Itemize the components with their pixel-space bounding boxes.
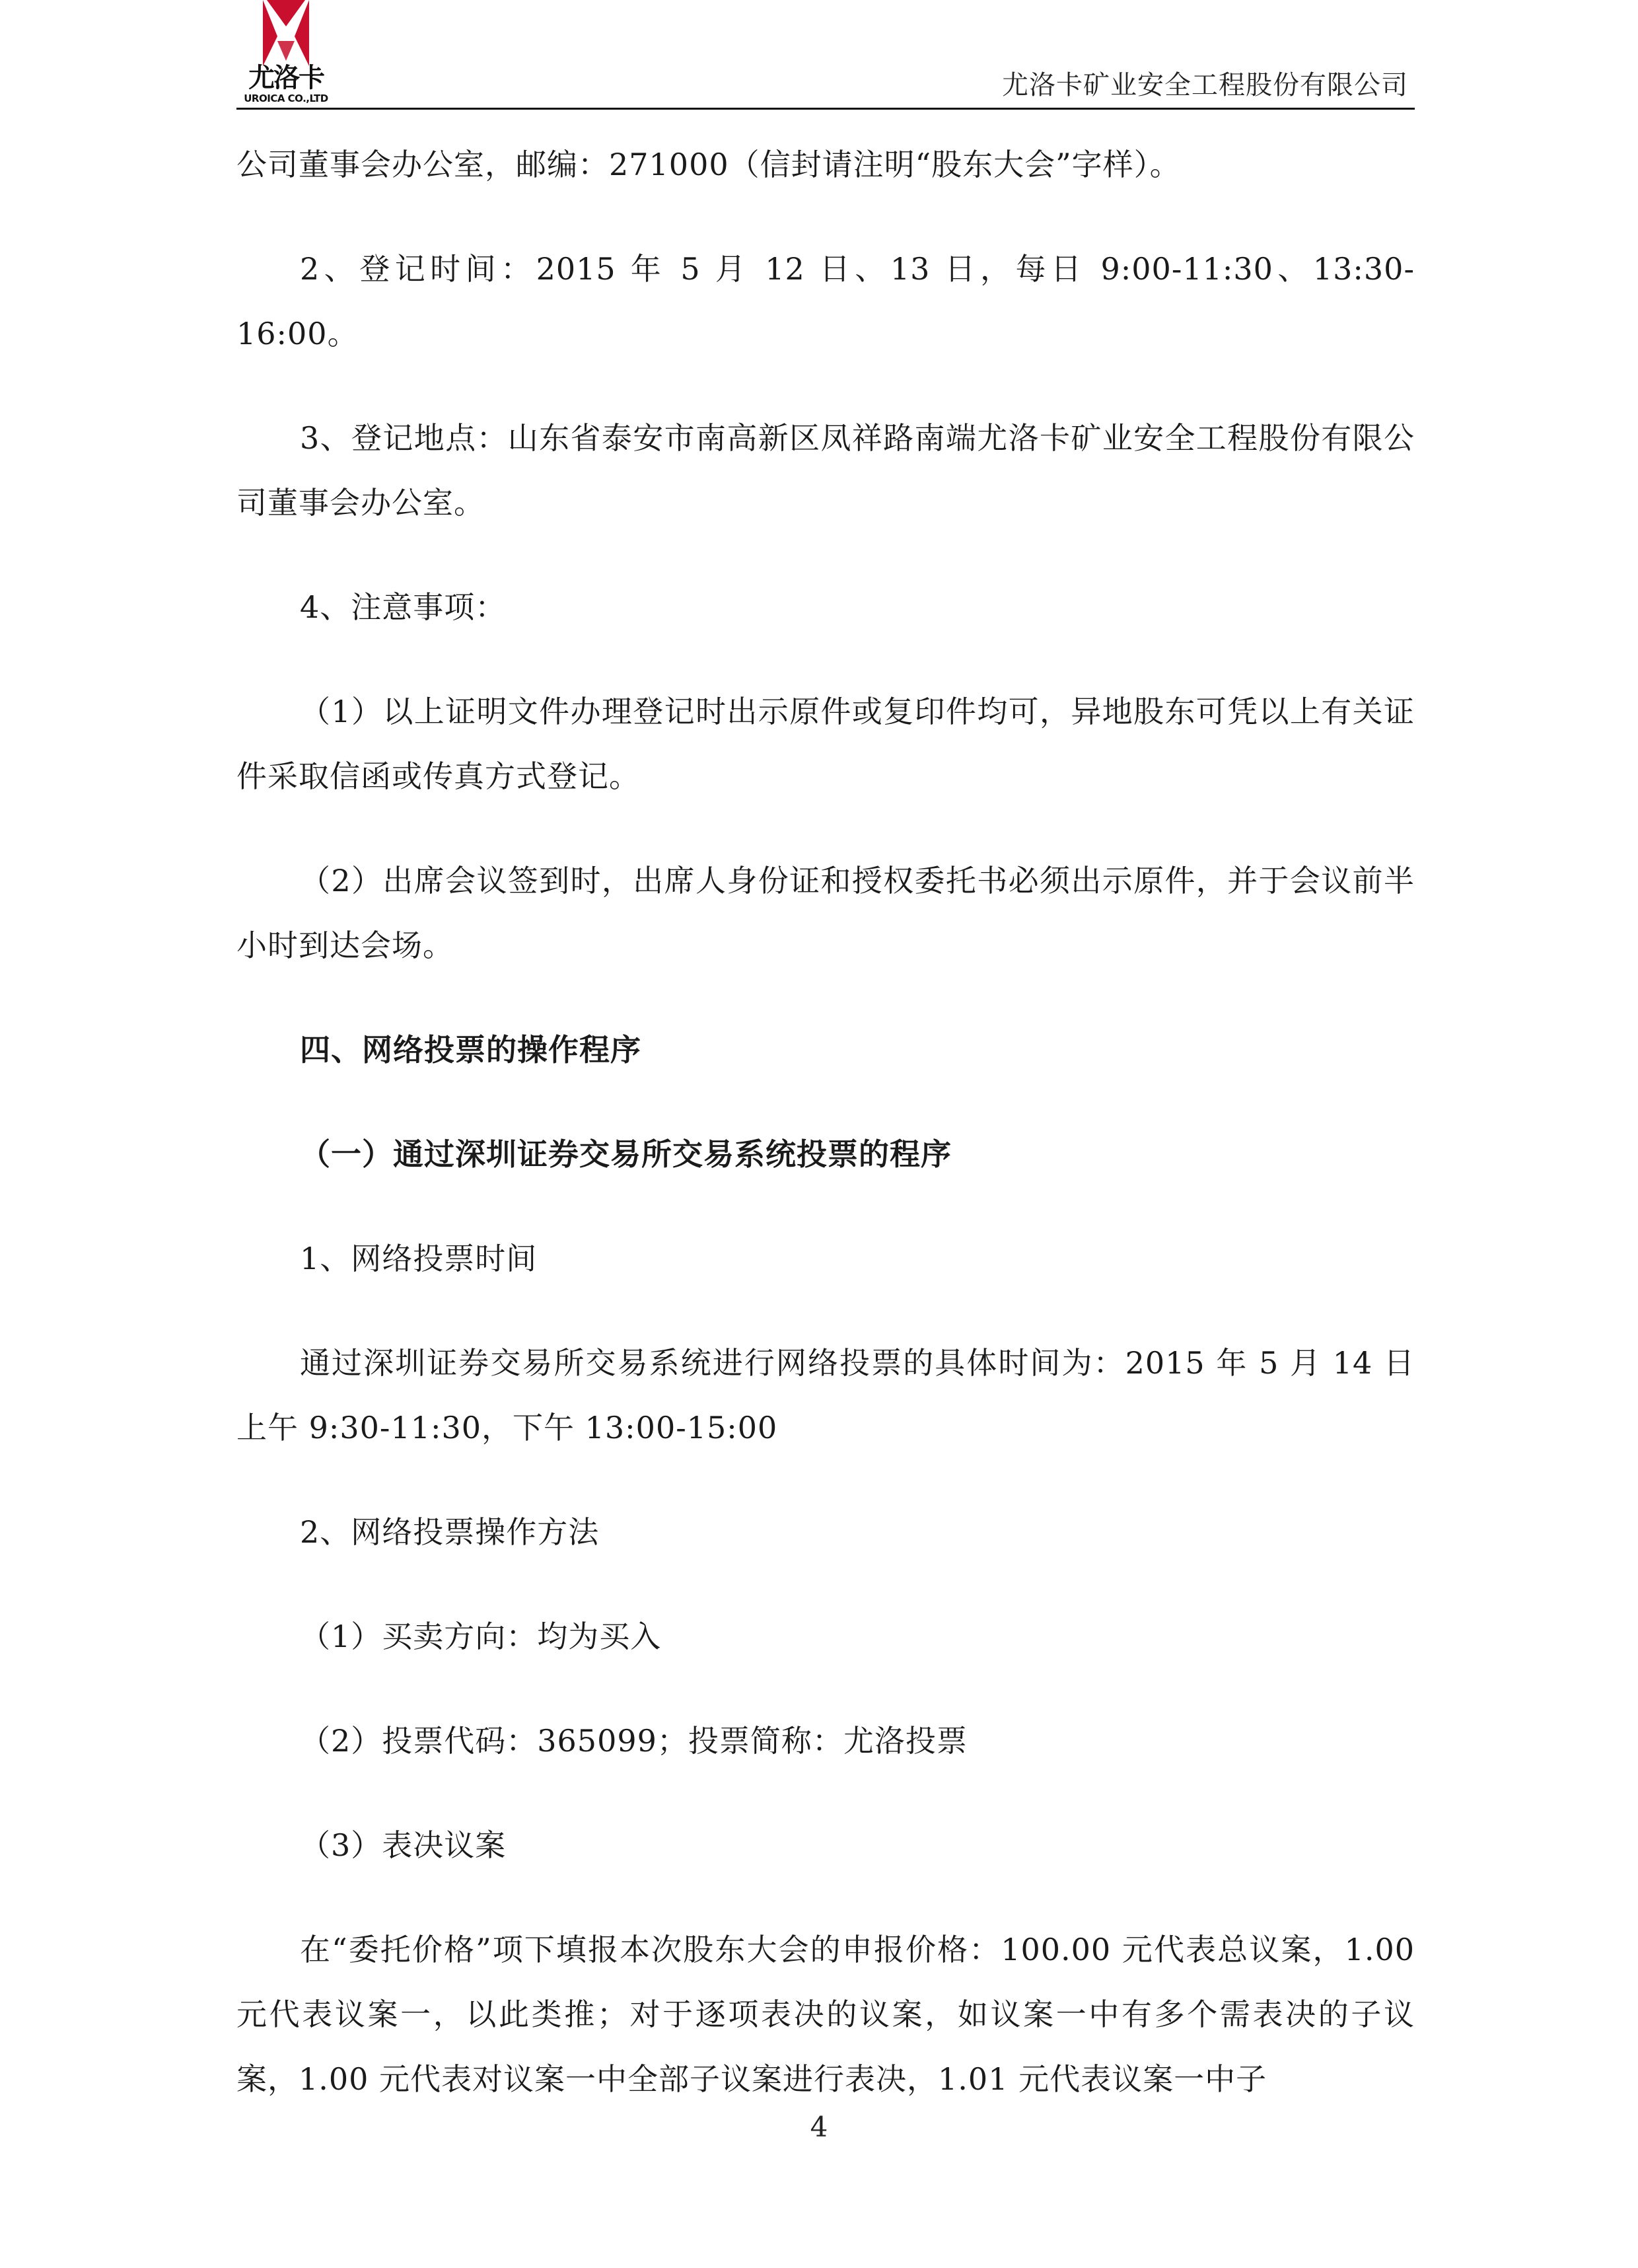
header-divider [236,108,1415,110]
subsection-heading-szse-system: （一）通过深圳证券交易所交易系统投票的程序 [300,1136,952,1172]
paragraph-registration-location: 3、登记地点：山东省泰安市南高新区凤祥路南端尤洛卡矿业安全工程股份有限公司董事会办公室。 [236,420,1415,521]
paragraph-price-instructions: 在“委托价格”项下填报本次股东大会的申报价格：100.00 元代表总议案，1.00 元代表议案一，以此类推；对于逐项表决的议案，如议案一中有多个需表决的子议案，1.00 元代表对议案一中全部子议案进行表决，1.01 元代表议案一中子 [236,1932,1415,2097]
paragraph-voting-method-heading: 2、网络投票操作方法 [300,1514,600,1550]
paragraph-registration-time: 2、登记时间：2015 年 5 月 12 日、13 日，每日 9:00-11:30、13:30-16:00。 [236,251,1415,351]
paragraph-voting-time: 通过深圳证券交易所交易系统进行网络投票的具体时间为：2015 年 5 月 14 日上午 9:30-11:30，下午 13:00-15:00 [236,1345,1415,1445]
spacer [236,809,1415,848]
spacer [236,1460,1415,1500]
logo-mark-icon [236,0,336,66]
section-heading-online-voting: 四、网络投票的操作程序 [300,1032,641,1068]
company-logo [236,0,336,106]
logo-en-text: UROICA CO.,LTD [244,92,328,104]
spacer [236,978,1415,1017]
spacer [236,1669,1415,1708]
spacer [236,1878,1415,1917]
spacer [236,640,1415,679]
paragraph-trade-direction: （1）买卖方向：均为买入 [300,1619,662,1654]
page-header [236,0,1415,111]
spacer [236,1773,1415,1813]
paragraph-resolutions-heading: （3）表决议案 [300,1827,507,1863]
document-body [236,132,1415,2111]
paragraph-notes-heading: 4、注意事项： [300,589,507,625]
spacer [236,197,1415,237]
paragraph-voting-code: （2）投票代码：365099；投票简称：尤洛投票 [300,1723,968,1759]
paragraph-address-continued: 公司董事会办公室，邮编：271000（信封请注明“股东大会”字样）。 [236,147,1181,182]
spacer [236,1291,1415,1331]
paragraph-voting-time-heading: 1、网络投票时间 [300,1241,538,1276]
spacer [236,1564,1415,1604]
spacer [236,366,1415,406]
paragraph-note-2: （2）出席会议签到时，出席人身份证和授权委托书必须出示原件，并于会议前半小时到达会场。 [236,863,1415,963]
company-name: 尤洛卡矿业安全工程股份有限公司 [1002,70,1408,100]
spacer [236,1082,1415,1122]
spacer [236,535,1415,575]
logo-cn-text: 尤洛卡 [248,63,324,93]
paragraph-note-1: （1）以上证明文件办理登记时出示原件或复印件均可，异地股东可凭以上有关证件采取信函或传真方式登记。 [236,694,1415,794]
spacer [236,1187,1415,1226]
page-number: 4 [810,2111,828,2143]
